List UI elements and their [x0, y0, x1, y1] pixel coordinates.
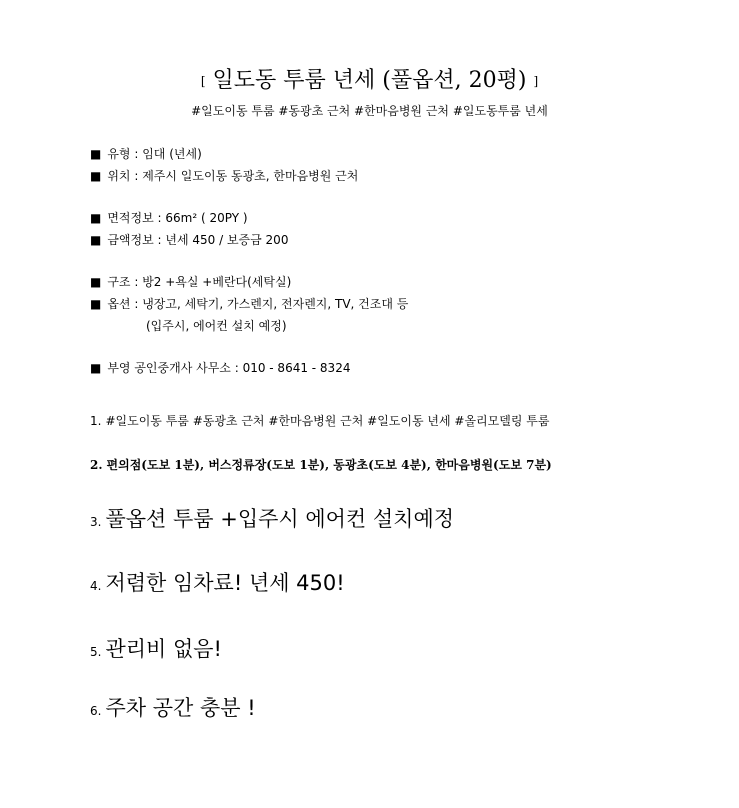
list-number: 3.: [90, 515, 102, 529]
info-price-text: 금액정보 : 년세 450 / 보증금 200: [107, 233, 289, 247]
title-open-bracket: [: [200, 74, 206, 88]
bullet-square-icon: ■: [90, 233, 102, 247]
info-location-text: 위치 : 제주시 일도이동 동광초, 한마음병원 근처: [107, 169, 359, 183]
info-options: [90, 295, 408, 313]
bullet-square-icon: ■: [90, 361, 102, 375]
info-agent-text: 부영 공인중개사 사무소 : 010 - 8641 - 8324: [107, 361, 351, 375]
list-item: [90, 634, 222, 664]
info-structure-text: 구조 : 방2 +욕실 +베란다(세탁실): [107, 275, 292, 289]
list-number: 5.: [90, 645, 102, 659]
list-number: 2.: [90, 458, 103, 472]
list-item: [90, 568, 345, 598]
info-price: [90, 231, 288, 249]
info-area-text: 면적정보 : 66m² ( 20PY ): [107, 211, 248, 225]
title-text: 일도동 투룸 년세 (풀옵션, 20평): [212, 68, 527, 93]
info-structure: [90, 273, 291, 291]
list-text: 편의점(도보 1분), 버스정류장(도보 1분), 동광초(도보 4분), 한마음병원(도보 7분): [106, 458, 552, 472]
list-text: #일도이동 투룸 #동광초 근처 #한마음병원 근처 #일도이동 년세 #올리모델링 투룸: [105, 414, 550, 428]
list-number: 6.: [90, 704, 102, 718]
list-text: 풀옵션 투룸 +입주시 에어컨 설치예정: [105, 507, 455, 531]
document-title: [0, 66, 739, 96]
list-item: [90, 693, 256, 723]
bullet-square-icon: ■: [90, 275, 102, 289]
list-number: 1.: [90, 414, 102, 428]
info-type: [90, 145, 202, 163]
info-options-note: (입주시, 에어컨 설치 예정): [146, 319, 287, 333]
info-agent: [90, 359, 350, 377]
list-number: 4.: [90, 579, 102, 593]
bullet-square-icon: ■: [90, 147, 102, 161]
list-item: [90, 456, 552, 474]
info-area: [90, 209, 248, 227]
info-type-text: 유형 : 임대 (년세): [107, 147, 202, 161]
bullet-square-icon: ■: [90, 211, 102, 225]
bullet-square-icon: ■: [90, 297, 102, 311]
list-text: 주차 공간 충분 !: [105, 696, 256, 720]
hashtag-line: #일도이동 투룸 #동광초 근처 #한마음병원 근처 #일도동투룸 년세: [191, 104, 548, 118]
list-text: 관리비 없음!: [105, 637, 222, 661]
title-close-bracket: ]: [533, 74, 539, 88]
list-item: [90, 412, 549, 430]
bullet-square-icon: ■: [90, 169, 102, 183]
list-text: 저렴한 임차료! 년세 450!: [105, 571, 345, 595]
info-options-text: 옵션 : 냉장고, 세탁기, 가스렌지, 전자렌지, TV, 건조대 등: [107, 297, 409, 311]
info-location: [90, 167, 358, 185]
list-item: [90, 504, 454, 534]
